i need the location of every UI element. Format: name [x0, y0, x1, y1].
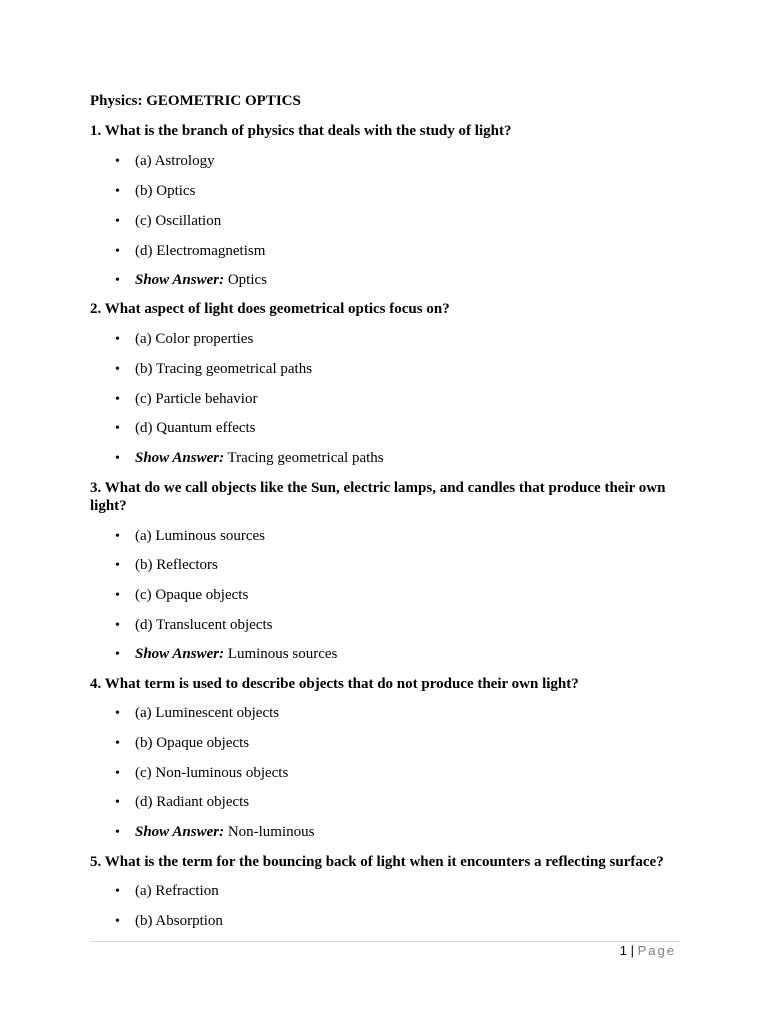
option-text: (b) Tracing geometrical paths: [135, 361, 313, 377]
question-5-option-b: [115, 912, 223, 931]
question-2-option-d: [115, 419, 256, 438]
bullet-icon: •: [115, 154, 120, 169]
answer-text: Luminous sources: [227, 646, 338, 662]
page-footer: [620, 943, 676, 959]
bullet-icon: •: [115, 421, 120, 436]
option-text: (a) Astrology: [135, 153, 215, 169]
question-1-option-b: [115, 182, 195, 201]
bullet-icon: •: [115, 273, 120, 288]
question-4-answer: [115, 823, 314, 842]
question-3-option-a: [115, 527, 265, 546]
bullet-icon: •: [115, 884, 120, 899]
bullet-icon: •: [115, 558, 120, 573]
question-4: 4. What term is used to describe objects that do not produce their own light?: [90, 676, 579, 692]
option-text: (b) Opaque objects: [135, 735, 250, 751]
option-text: (b) Absorption: [135, 913, 223, 929]
option-text: (c) Non-luminous objects: [135, 765, 289, 781]
bullet-icon: •: [115, 244, 120, 259]
bullet-icon: •: [115, 795, 120, 810]
answer-label: Show Answer:: [135, 646, 225, 662]
document-title: Physics: GEOMETRIC OPTICS: [90, 93, 301, 109]
option-text: (a) Luminous sources: [135, 528, 265, 544]
question-3-option-b: [115, 556, 218, 575]
bullet-icon: •: [115, 214, 120, 229]
question-1: 1. What is the branch of physics that deals with the study of light?: [90, 123, 512, 139]
option-text: (d) Electromagnetism: [135, 243, 266, 259]
option-text: (b) Reflectors: [135, 557, 218, 573]
option-text: (c) Particle behavior: [135, 391, 258, 407]
bullet-icon: •: [115, 914, 120, 929]
bullet-icon: •: [115, 588, 120, 603]
bullet-icon: •: [115, 332, 120, 347]
question-1-option-c: [115, 212, 221, 231]
question-1-option-a: [115, 152, 215, 171]
bullet-icon: •: [115, 647, 120, 662]
question-5: 5. What is the term for the bouncing back of light when it encounters a reflecting surface?: [90, 854, 664, 870]
answer-text: Non-luminous: [227, 824, 315, 840]
question-2: 2. What aspect of light does geometrical optics focus on?: [90, 301, 450, 317]
question-4-option-b: [115, 734, 249, 753]
question-1-answer: [115, 271, 267, 290]
answer-label: Show Answer:: [135, 272, 225, 288]
answer-text: Tracing geometrical paths: [227, 450, 384, 466]
footer-divider: [90, 941, 680, 942]
option-text: (d) Quantum effects: [135, 420, 256, 436]
bullet-icon: •: [115, 184, 120, 199]
question-5-option-a: [115, 882, 219, 901]
bullet-icon: •: [115, 618, 120, 633]
option-text: (a) Refraction: [135, 883, 219, 899]
question-3-option-c: [115, 586, 248, 605]
question-3: 3. What do we call objects like the Sun, electric lamps, and candles that produce their own light?: [90, 480, 666, 514]
option-text: (c) Oscillation: [135, 213, 222, 229]
question-4-option-a: [115, 704, 279, 723]
answer-label: Show Answer:: [135, 450, 225, 466]
question-2-option-a: [115, 330, 253, 349]
bullet-icon: •: [115, 451, 120, 466]
question-3-answer: [115, 645, 337, 664]
bullet-icon: •: [115, 392, 120, 407]
bullet-icon: •: [115, 766, 120, 781]
option-text: (a) Color properties: [135, 331, 254, 347]
page-number: 1: [619, 943, 627, 958]
footer-separator: |: [630, 943, 634, 958]
question-1-option-d: [115, 242, 265, 261]
question-4-option-c: [115, 764, 288, 783]
question-2-option-c: [115, 390, 257, 409]
bullet-icon: •: [115, 706, 120, 721]
bullet-icon: •: [115, 825, 120, 840]
answer-label: Show Answer:: [135, 824, 225, 840]
option-text: (a) Luminescent objects: [135, 705, 280, 721]
option-text: (c) Opaque objects: [135, 587, 249, 603]
page-word: Page: [637, 943, 676, 958]
question-3-option-d: [115, 616, 272, 635]
question-2-option-b: [115, 360, 312, 379]
bullet-icon: •: [115, 736, 120, 751]
option-text: (d) Radiant objects: [135, 794, 250, 810]
answer-text: Optics: [227, 272, 267, 288]
option-text: (b) Optics: [135, 183, 196, 199]
bullet-icon: •: [115, 362, 120, 377]
bullet-icon: •: [115, 529, 120, 544]
option-text: (d) Translucent objects: [135, 617, 273, 633]
question-2-answer: [115, 449, 384, 468]
question-4-option-d: [115, 793, 249, 812]
